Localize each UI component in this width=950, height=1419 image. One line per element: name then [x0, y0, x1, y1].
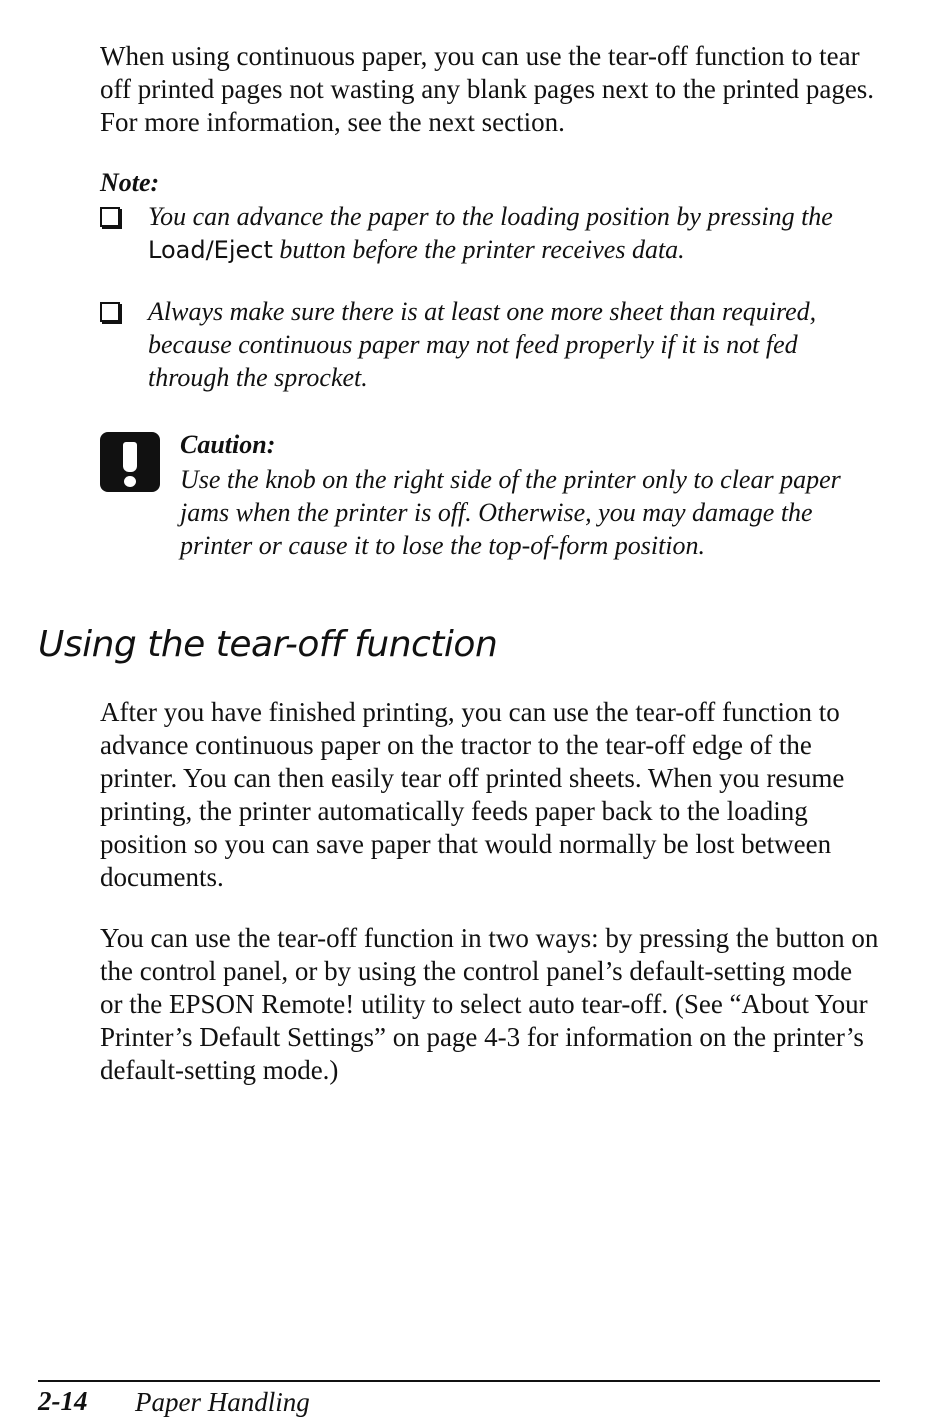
caution-title: Caution: — [180, 430, 276, 459]
load-eject-button-name: Load/Eject — [148, 236, 273, 264]
checkbox-bullet-icon — [100, 302, 120, 322]
caution-text: Use the knob on the right side of the printer only to clear paper jams when the printer is off. Otherwise, you may damage the printer or cause it to lose the top-of-form position. — [180, 465, 841, 560]
section-heading: Using the tear-off function — [38, 624, 498, 665]
footer-page-number: 2-14 — [38, 1386, 88, 1416]
footer-section-name: Paper Handling — [135, 1387, 310, 1417]
note-bullet-2-text: Always make sure there is at least one more sheet than required, because continuous paper may not feed properly if it is not fed through the sprocket. — [148, 297, 817, 392]
note-bullet-1-text-start: You can advance the paper to the loading position by pressing the — [148, 202, 833, 231]
note-bullet-1-text — [148, 200, 878, 267]
exclamation-icon — [100, 432, 160, 492]
checkbox-bullet-icon — [100, 207, 120, 227]
note-title: Note: — [100, 168, 160, 197]
note-bullet-1-text-end: button before the printer receives data. — [279, 235, 685, 264]
tear-off-paragraph-2: You can use the tear-off function in two ways: by pressing the button on the control panel, or by using the control panel’s default-setting mode or the EPSON Remote! utility to select auto tear-off. (See “About Your Printer’s Default Settings” on page 4-3 for information on the printer’s default-setting mode.) — [100, 923, 879, 1085]
footer-divider — [38, 1380, 880, 1382]
intro-paragraph: When using continuous paper, you can use the tear-off function to tear off printed pages not wasting any blank pages next to the printed pages. For more information, see the next section. — [100, 41, 875, 137]
tear-off-paragraph-1: After you have finished printing, you can use the tear-off function to advance continuous paper on the tractor to the tear-off edge of the printer. You can then easily tear off printed sheets. When you resume printing, the printer automatically feeds paper back to the loading position so you can save paper that would normally be lost between documents. — [100, 697, 845, 892]
